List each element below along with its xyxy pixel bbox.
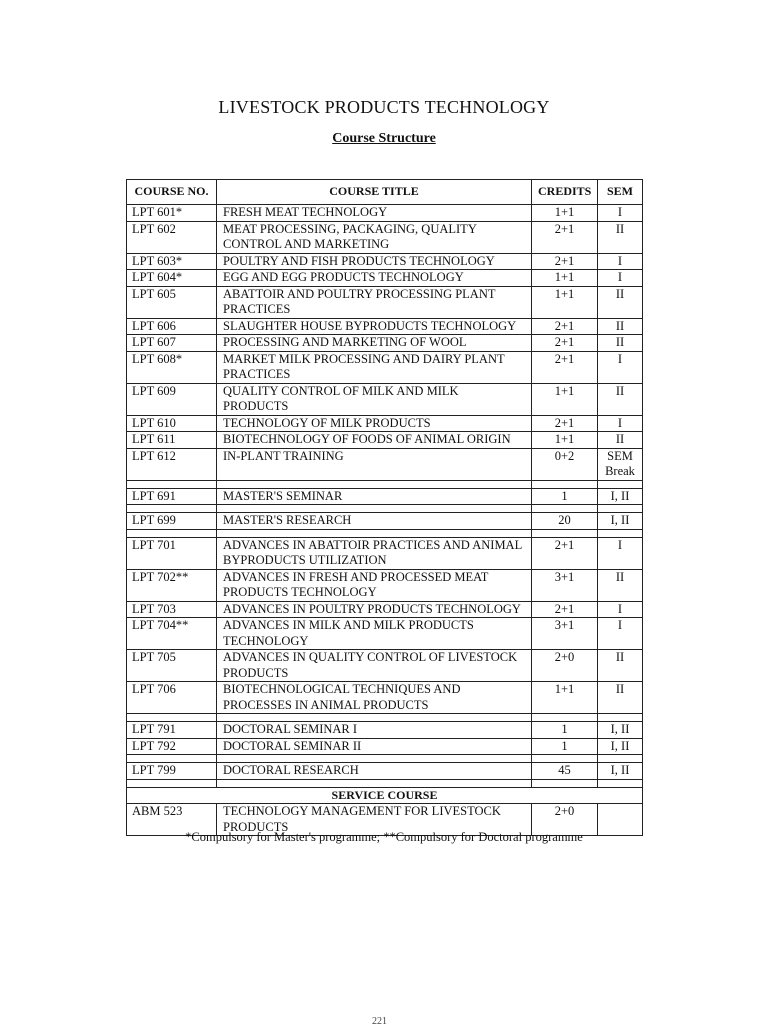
- table-row: [127, 488, 643, 505]
- sem-cell: I: [598, 253, 643, 270]
- course-title-cell: DOCTORAL SEMINAR II: [217, 738, 532, 755]
- course-code-cell: LPT 791: [127, 722, 217, 739]
- sem-cell: II: [598, 286, 643, 318]
- course-code-cell: LPT 699: [127, 513, 217, 530]
- sem-cell: SEM Break: [598, 448, 643, 480]
- service-course-heading: SERVICE COURSE: [127, 787, 643, 804]
- table-row: [127, 618, 643, 650]
- course-code-cell: LPT 792: [127, 738, 217, 755]
- spacer-row: [127, 714, 643, 722]
- table-row: [127, 601, 643, 618]
- credits-cell: 2+0: [532, 804, 598, 836]
- course-title-cell: POULTRY AND FISH PRODUCTS TECHNOLOGY: [217, 253, 532, 270]
- sem-cell: II: [598, 318, 643, 335]
- course-title-cell: ADVANCES IN FRESH AND PROCESSED MEAT PRODUCTS TECHNOLOGY: [217, 569, 532, 601]
- credits-cell: 2+1: [532, 221, 598, 253]
- credits-cell: 1: [532, 488, 598, 505]
- course-title-cell: ADVANCES IN MILK AND MILK PRODUCTS TECHNOLOGY: [217, 618, 532, 650]
- spacer-cell: [532, 529, 598, 537]
- spacer-row: [127, 529, 643, 537]
- course-code-cell: LPT 704**: [127, 618, 217, 650]
- course-title-cell: ADVANCES IN QUALITY CONTROL OF LIVESTOCK PRODUCTS: [217, 650, 532, 682]
- header-credits: CREDITS: [532, 180, 598, 205]
- table-row: [127, 738, 643, 755]
- spacer-cell: [532, 714, 598, 722]
- spacer-cell: [532, 480, 598, 488]
- document-subtitle: [0, 131, 768, 147]
- table-row: [127, 537, 643, 569]
- credits-cell: 1: [532, 722, 598, 739]
- credits-cell: 2+1: [532, 601, 598, 618]
- service-course-heading-row: [127, 787, 643, 804]
- sem-cell: I, II: [598, 722, 643, 739]
- table-row: [127, 415, 643, 432]
- page-number-fragment: 221: [372, 1016, 387, 1027]
- course-title-cell: IN-PLANT TRAINING: [217, 448, 532, 480]
- table-row: [127, 569, 643, 601]
- table-row: [127, 318, 643, 335]
- spacer-cell: [598, 714, 643, 722]
- credits-cell: 45: [532, 763, 598, 780]
- spacer-cell: [127, 529, 217, 537]
- spacer-row: [127, 755, 643, 763]
- spacer-cell: [217, 505, 532, 513]
- sem-cell: I: [598, 270, 643, 287]
- spacer-cell: [127, 714, 217, 722]
- table-row: [127, 763, 643, 780]
- document-title: LIVESTOCK PRODUCTS TECHNOLOGY: [218, 97, 550, 117]
- table-row: [127, 205, 643, 222]
- credits-cell: 1+1: [532, 286, 598, 318]
- sem-cell: I, II: [598, 513, 643, 530]
- course-code-cell: LPT 602: [127, 221, 217, 253]
- course-code-cell: LPT 701: [127, 537, 217, 569]
- sem-cell: I: [598, 618, 643, 650]
- credits-cell: 0+2: [532, 448, 598, 480]
- sem-cell: I, II: [598, 488, 643, 505]
- table-row: [127, 286, 643, 318]
- table-row: [127, 448, 643, 480]
- spacer-cell: [127, 755, 217, 763]
- header-row: [127, 180, 643, 205]
- course-title-cell: DOCTORAL RESEARCH: [217, 763, 532, 780]
- credits-cell: 2+1: [532, 351, 598, 383]
- course-title-cell: BIOTECHNOLOGY OF FOODS OF ANIMAL ORIGIN: [217, 432, 532, 449]
- sem-cell: II: [598, 432, 643, 449]
- spacer-cell: [217, 480, 532, 488]
- spacer-cell: [217, 779, 532, 787]
- course-code-cell: LPT 605: [127, 286, 217, 318]
- spacer-cell: [598, 755, 643, 763]
- spacer-cell: [127, 505, 217, 513]
- sem-cell: II: [598, 682, 643, 714]
- spacer-cell: [532, 505, 598, 513]
- header-sem: SEM: [598, 180, 643, 205]
- course-code-cell: LPT 601*: [127, 205, 217, 222]
- course-code-cell: LPT 604*: [127, 270, 217, 287]
- spacer-cell: [598, 480, 643, 488]
- sem-cell: I, II: [598, 763, 643, 780]
- course-code-cell: LPT 610: [127, 415, 217, 432]
- credits-cell: 1+1: [532, 682, 598, 714]
- credits-cell: 1+1: [532, 432, 598, 449]
- credits-cell: 2+1: [532, 415, 598, 432]
- sem-cell: I: [598, 537, 643, 569]
- credits-cell: 1+1: [532, 383, 598, 415]
- sem-cell: I: [598, 601, 643, 618]
- course-code-cell: LPT 703: [127, 601, 217, 618]
- table-row: [127, 253, 643, 270]
- course-code-cell: ABM 523: [127, 804, 217, 836]
- credits-cell: 2+1: [532, 537, 598, 569]
- course-code-cell: LPT 612: [127, 448, 217, 480]
- table-row: [127, 221, 643, 253]
- sem-cell: I: [598, 415, 643, 432]
- table-row: [127, 351, 643, 383]
- course-title-cell: TECHNOLOGY OF MILK PRODUCTS: [217, 415, 532, 432]
- spacer-cell: [598, 529, 643, 537]
- course-title-cell: QUALITY CONTROL OF MILK AND MILK PRODUCTS: [217, 383, 532, 415]
- course-code-cell: LPT 608*: [127, 351, 217, 383]
- credits-cell: 20: [532, 513, 598, 530]
- course-code-cell: LPT 691: [127, 488, 217, 505]
- spacer-row: [127, 505, 643, 513]
- course-code-cell: LPT 603*: [127, 253, 217, 270]
- table-row: [127, 722, 643, 739]
- course-title-cell: BIOTECHNOLOGICAL TECHNIQUES AND PROCESSES IN ANIMAL PRODUCTS: [217, 682, 532, 714]
- spacer-cell: [127, 779, 217, 787]
- table-row: [127, 682, 643, 714]
- course-code-cell: LPT 799: [127, 763, 217, 780]
- sem-cell: II: [598, 383, 643, 415]
- course-code-cell: LPT 705: [127, 650, 217, 682]
- credits-cell: 2+1: [532, 253, 598, 270]
- spacer-cell: [598, 505, 643, 513]
- credits-cell: 1+1: [532, 205, 598, 222]
- course-title-cell: ADVANCES IN ABATTOIR PRACTICES AND ANIMAL BYPRODUCTS UTILIZATION: [217, 537, 532, 569]
- course-title-cell: MARKET MILK PROCESSING AND DAIRY PLANT PRACTICES: [217, 351, 532, 383]
- course-code-cell: LPT 702**: [127, 569, 217, 601]
- course-code-cell: LPT 706: [127, 682, 217, 714]
- credits-cell: 1+1: [532, 270, 598, 287]
- subtitle-text: Course Structure: [332, 131, 436, 146]
- course-code-cell: LPT 606: [127, 318, 217, 335]
- spacer-cell: [532, 779, 598, 787]
- footnote: *Compulsory for Master's programme; **Compulsory for Doctoral programme: [185, 830, 583, 844]
- course-code-cell: LPT 609: [127, 383, 217, 415]
- table-row: [127, 650, 643, 682]
- sem-cell: I, II: [598, 738, 643, 755]
- course-title-cell: TECHNOLOGY MANAGEMENT FOR LIVESTOCK PRODUCTS: [217, 804, 532, 836]
- credits-cell: 3+1: [532, 569, 598, 601]
- credits-cell: 2+0: [532, 650, 598, 682]
- course-title-cell: PROCESSING AND MARKETING OF WOOL: [217, 335, 532, 352]
- course-title-cell: FRESH MEAT TECHNOLOGY: [217, 205, 532, 222]
- course-title-cell: ADVANCES IN POULTRY PRODUCTS TECHNOLOGY: [217, 601, 532, 618]
- course-title-cell: MEAT PROCESSING, PACKAGING, QUALITY CONTROL AND MARKETING: [217, 221, 532, 253]
- course-table-body: [127, 205, 643, 836]
- course-title-cell: ABATTOIR AND POULTRY PROCESSING PLANT PRACTICES: [217, 286, 532, 318]
- sem-cell: II: [598, 335, 643, 352]
- spacer-row: [127, 779, 643, 787]
- credits-cell: 2+1: [532, 335, 598, 352]
- credits-cell: 1: [532, 738, 598, 755]
- course-code-cell: LPT 611: [127, 432, 217, 449]
- table-row: [127, 432, 643, 449]
- credits-cell: 3+1: [532, 618, 598, 650]
- credits-cell: 2+1: [532, 318, 598, 335]
- sem-cell: II: [598, 569, 643, 601]
- header-course-title: COURSE TITLE: [217, 180, 532, 205]
- table-row: [127, 383, 643, 415]
- sem-cell: II: [598, 221, 643, 253]
- header-course-no: COURSE NO.: [127, 180, 217, 205]
- sem-cell: II: [598, 650, 643, 682]
- sem-cell: I: [598, 351, 643, 383]
- spacer-row: [127, 480, 643, 488]
- sem-cell: I: [598, 205, 643, 222]
- table-row: [127, 513, 643, 530]
- spacer-cell: [532, 755, 598, 763]
- spacer-cell: [217, 529, 532, 537]
- table-row: [127, 335, 643, 352]
- course-title-cell: EGG AND EGG PRODUCTS TECHNOLOGY: [217, 270, 532, 287]
- course-title-cell: MASTER'S SEMINAR: [217, 488, 532, 505]
- spacer-cell: [217, 714, 532, 722]
- course-table: [126, 179, 643, 836]
- table-row: [127, 270, 643, 287]
- spacer-cell: [127, 480, 217, 488]
- spacer-cell: [217, 755, 532, 763]
- course-code-cell: LPT 607: [127, 335, 217, 352]
- spacer-cell: [598, 779, 643, 787]
- course-title-cell: MASTER'S RESEARCH: [217, 513, 532, 530]
- course-title-cell: DOCTORAL SEMINAR I: [217, 722, 532, 739]
- course-title-cell: SLAUGHTER HOUSE BYPRODUCTS TECHNOLOGY: [217, 318, 532, 335]
